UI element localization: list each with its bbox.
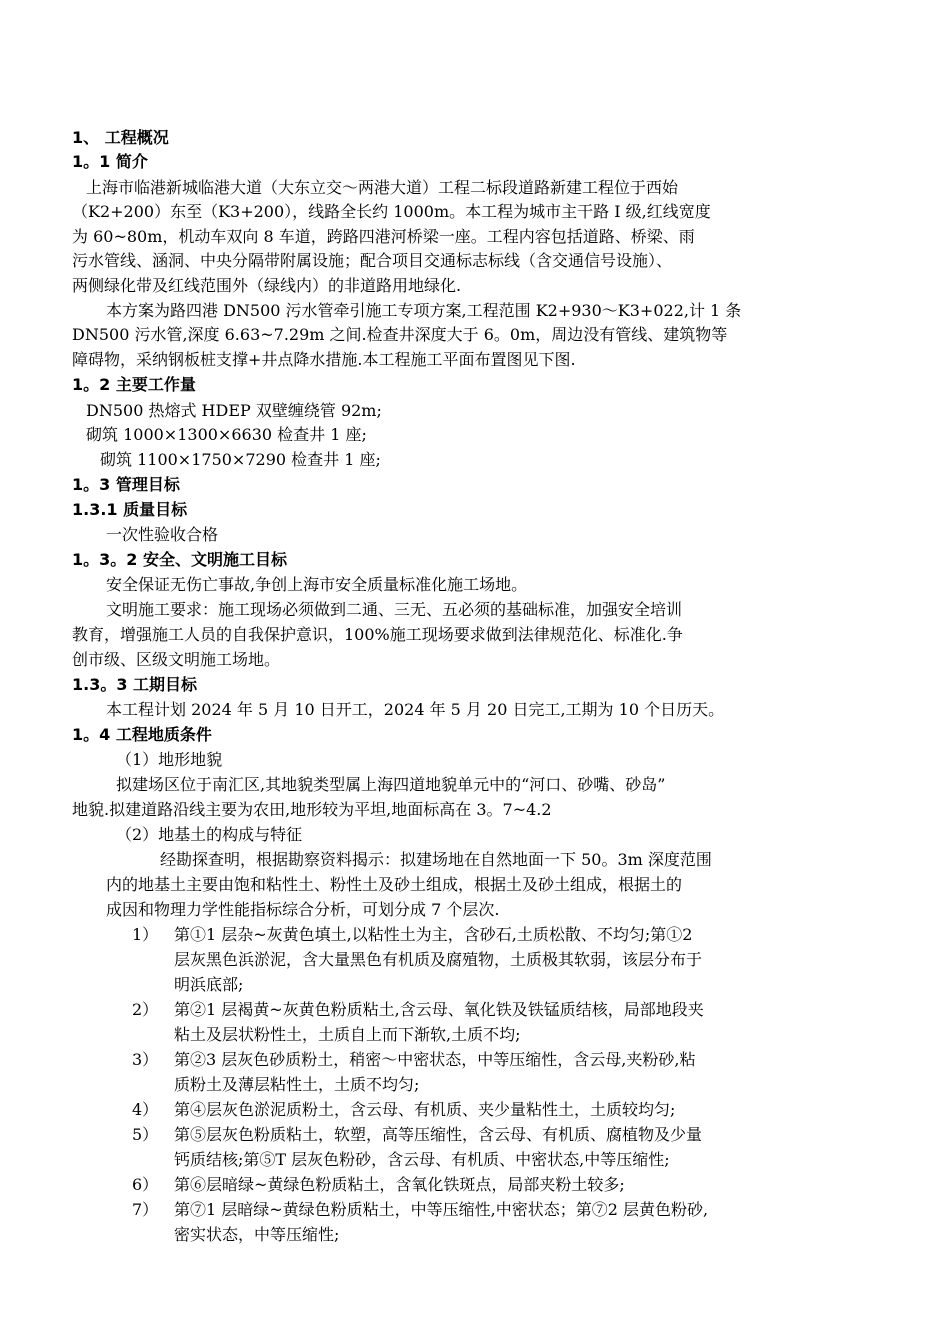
list-item-line: 第⑤层灰色粉质粘土，软塑，高等压缩性，含云母、有机质、腐植物及少量 xyxy=(174,1125,703,1144)
paragraph-line: 为 60~80m，机动车双向 8 车道，跨路四港河桥梁一座。工程内容包括道路、桥梁、雨 xyxy=(72,227,695,246)
paragraph-line: 污水管线、涵洞、中央分隔带附属设施；配合项目交通标志标线（含交通信号设施）、 xyxy=(72,251,673,270)
paragraph-line: 本工程计划 2024 年 5 月 10 日开工，2024 年 5 月 20 日完工,工期为 10 个日历天。 xyxy=(106,700,725,719)
list-item-line: 第②1 层褐黄~灰黄色粉质粘土,含云母、氧化铁及铁锰质结核，局部地段夹 xyxy=(174,1000,704,1019)
paragraph-line: 经勘探查明，根据勘察资料揭示：拟建场地在自然地面一下 50。3m 深度范围 xyxy=(160,850,712,869)
heading-1-3: 1。3 管理目标 xyxy=(72,475,180,494)
list-number: 4） xyxy=(132,1100,159,1119)
list-number: 2） xyxy=(132,1000,159,1019)
list-number: 6） xyxy=(132,1175,159,1194)
paragraph-line: 安全保证无伤亡事故,争创上海市安全质量标准化施工场地。 xyxy=(106,575,528,594)
paragraph-line: 文明施工要求：施工现场必须做到二通、三无、五必须的基础标准，加强安全培训 xyxy=(106,600,683,619)
paragraph-line: 上海市临港新城临港大道（大东立交～两港大道）工程二标段道路新建工程位于西始 xyxy=(86,178,679,197)
subheading-soil: （2）地基土的构成与特征 xyxy=(116,825,303,844)
paragraph-line: 成因和物理力学性能指标综合分析，可划分成 7 个层次. xyxy=(106,900,500,919)
list-number: 1） xyxy=(132,925,159,944)
paragraph-line: 教育，增强施工人员的自我保护意识，100%施工现场要求做到法律规范化、标准化.争 xyxy=(72,625,683,644)
list-item-line: 密实状态，中等压缩性; xyxy=(174,1225,340,1244)
list-item-line: 第⑦1 层暗绿~黄绿色粉质粘土，中等压缩性,中密状态；第⑦2 层黄色粉砂, xyxy=(174,1200,709,1219)
list-item-line: 第⑥层暗绿~黄绿色粉质粘土，含氧化铁斑点，局部夹粉土较多; xyxy=(174,1175,625,1194)
list-item-line: 第①1 层杂~灰黄色填土,以粘性土为主，含砂石,土质松散、不均匀;第①2 xyxy=(174,925,693,944)
paragraph-line: DN500 热熔式 HDEP 双壁缠绕管 92m; xyxy=(86,401,382,420)
paragraph-line: 拟建场区位于南汇区,其地貌类型属上海四道地貌单元中的“河口、砂嘴、砂岛” xyxy=(116,775,666,794)
paragraph-line: 地貌.拟建道路沿线主要为农田,地形较为平坦,地面标高在 3。7~4.2 xyxy=(72,800,552,819)
list-item-line: 层灰黑色浜淤泥，含大量黑色有机质及腐殖物，土质极其软弱，该层分布于 xyxy=(174,950,703,969)
paragraph-line: （K2+200）东至（K3+200），线路全长约 1000m。本工程为城市主干路 I 级,红线宽度 xyxy=(72,202,711,221)
list-item-line: 明浜底部; xyxy=(174,975,244,994)
heading-1: 1、 工程概况 xyxy=(72,128,169,147)
heading-1-1: 1。1 简介 xyxy=(72,152,148,171)
list-item-line: 粘土及层状粉性土，土质自上而下渐软,土质不均; xyxy=(174,1025,521,1044)
paragraph-line: 内的地基土主要由饱和粘性土、粉性土及砂土组成，根据土及砂土组成，根据土的 xyxy=(106,875,683,894)
heading-1-4: 1。4 工程地质条件 xyxy=(72,725,212,744)
paragraph-line: 一次性验收合格 xyxy=(106,525,219,544)
list-item-line: 第④层灰色淤泥质粉土，含云母、有机质、夹少量粘性土，土质较均匀; xyxy=(174,1100,676,1119)
paragraph-line: 砌筑 1000×1300×6630 检查井 1 座; xyxy=(86,425,367,444)
heading-1-3-1: 1.3.1 质量目标 xyxy=(72,500,188,519)
paragraph-line: DN500 污水管,深度 6.63~7.29m 之间.检查井深度大于 6。0m，周边没有管线、建筑物等 xyxy=(72,325,728,344)
paragraph-line: 两侧绿化带及红线范围外（绿线内）的非道路用地绿化. xyxy=(72,276,462,295)
paragraph-line: 创市级、区级文明施工场地。 xyxy=(72,650,281,669)
list-number: 7） xyxy=(132,1200,159,1219)
paragraph-line: 障碍物，采纳钢板桩支撑+井点降水措施.本工程施工平面布置图见下图. xyxy=(72,350,576,369)
paragraph-line: 砌筑 1100×1750×7290 检查井 1 座; xyxy=(100,450,381,469)
paragraph-line: 本方案为路四港 DN500 污水管牵引施工专项方案,工程范围 K2+930～K3+022,计 1 条 xyxy=(106,301,742,320)
list-item-line: 质粉土及薄层粘性土，土质不均匀; xyxy=(174,1075,420,1094)
subheading-terrain: （1）地形地貌 xyxy=(116,750,223,769)
list-item-line: 第②3 层灰色砂质粉土，稍密～中密状态，中等压缩性，含云母,夹粉砂,粘 xyxy=(174,1050,696,1069)
heading-1-2: 1。2 主要工作量 xyxy=(72,375,196,394)
list-item-line: 钙质结核;第⑤T 层灰色粉砂，含云母、有机质、中密状态,中等压缩性; xyxy=(174,1150,670,1169)
list-number: 5） xyxy=(132,1125,159,1144)
list-number: 3） xyxy=(132,1050,159,1069)
heading-1-3-2: 1。3。2 安全、文明施工目标 xyxy=(72,550,287,569)
heading-1-3-3: 1.3。3 工期目标 xyxy=(72,675,198,694)
